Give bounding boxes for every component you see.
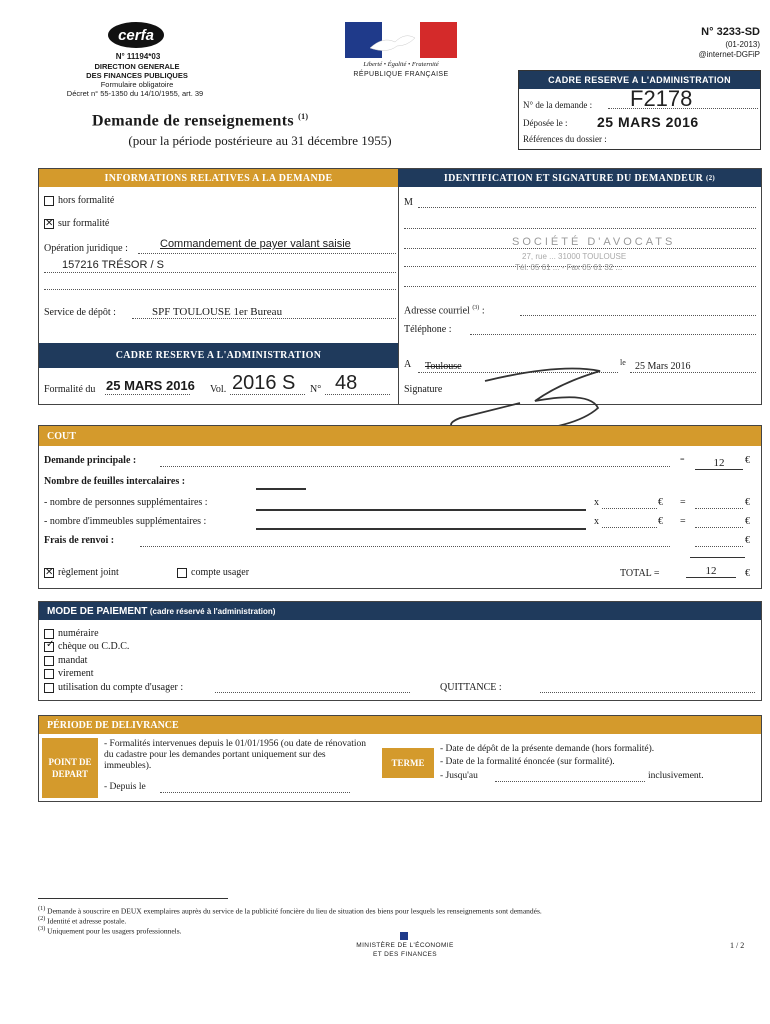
quittance-label: QUITTANCE : <box>440 682 502 693</box>
cerfa-number: N° 11194*03 <box>115 52 161 61</box>
paiement-option-cheque[interactable]: ✓chèque ou C.D.C. <box>44 641 129 652</box>
vol-label: Vol. <box>210 384 227 395</box>
virement-checkbox[interactable] <box>44 669 54 679</box>
n-value[interactable]: 48 <box>335 372 358 394</box>
total-value[interactable]: 12 <box>686 565 736 578</box>
footnote-3: $^{(3)}$ Uniquement pour les usagers professionnels. <box>38 925 182 936</box>
adresse-label: Adresse courriel $^{(3)}$ : <box>404 305 485 317</box>
ministry-line-2: ET DES FINANCES <box>372 951 438 958</box>
point-text-2: - Depuis le <box>104 782 146 792</box>
immeubles-total[interactable] <box>695 527 743 528</box>
telephone-field[interactable] <box>470 334 756 335</box>
a-label: A <box>404 359 412 370</box>
formalite-label: Formalité du <box>44 384 96 395</box>
demande-number-label: N° de la demande : <box>523 100 593 110</box>
numeraire-checkbox[interactable] <box>44 629 54 639</box>
references-label: Références du dossier : <box>523 134 607 144</box>
decret: Décret n° 55-1350 du 14/10/1955, art. 39 <box>66 89 204 98</box>
demande-number-value: F2178 <box>630 86 693 111</box>
reglement-joint-option[interactable]: ✕règlement joint <box>44 567 119 578</box>
terme-text-3b: inclusivement. <box>648 771 704 781</box>
a-value[interactable]: Toulouse <box>425 361 462 372</box>
formulaire-obligatoire: Formulaire obligatoire <box>100 80 174 89</box>
demande-principale-value[interactable]: 12 <box>695 457 743 470</box>
le-value[interactable]: 25 Mars 2016 <box>635 361 691 372</box>
stamp-line-3: Tél. 05 61 ... - Fax 05 61 32 ... <box>515 263 623 272</box>
terme-box: TERME <box>382 748 434 778</box>
sur-formalite-option[interactable]: ✕sur formalité <box>44 218 109 229</box>
cheque-checkbox[interactable] <box>44 642 54 652</box>
n-label: N° <box>310 384 322 395</box>
admin-box-header: CADRE RESERVE A L'ADMINISTRATION <box>519 71 760 89</box>
formalite-value[interactable]: 25 MARS 2016 <box>106 378 195 393</box>
info-demande-header: INFORMATIONS RELATIVES A LA DEMANDE <box>39 169 398 187</box>
page-number: 1 / 2 <box>730 941 745 950</box>
nombre-feuilles-label: Nombre de feuilles intercalaires : <box>44 476 186 487</box>
delivrance-header: PÉRIODE DE DELIVRANCE <box>39 716 761 734</box>
total-label: TOTAL = <box>620 568 660 579</box>
deposee-label: Déposée le : <box>523 118 568 128</box>
deposee-value[interactable]: 25 MARS 2016 <box>597 114 699 130</box>
compte-usager-option[interactable]: compte usager <box>177 567 249 578</box>
hors-formalite-checkbox[interactable] <box>44 196 54 206</box>
vol-value[interactable]: 2016 S <box>232 372 296 394</box>
le-label: le <box>620 358 626 367</box>
reglement-joint-checkbox[interactable] <box>44 568 54 578</box>
frais-renvoi-total[interactable] <box>695 546 743 547</box>
paiement-header: MODE DE PAIEMENT (cadre réservé à l'administration) <box>39 602 761 620</box>
form-number: N° 3233-SD <box>701 26 760 38</box>
page-title: Demande de renseignements $^{(1)}$ <box>92 112 309 130</box>
sur-formalite-checkbox[interactable] <box>44 219 54 229</box>
jusquau-field[interactable] <box>495 781 645 782</box>
stamp-line-1: SOCIÉTÉ D'AVOCATS <box>512 236 676 248</box>
hors-formalite-option[interactable]: hors formalité <box>44 195 114 206</box>
footnote-2: $^{(2)}$ Identité et adresse postale. <box>38 915 127 926</box>
marianne-logo <box>345 22 457 58</box>
service-label: Service de dépôt : <box>44 307 116 318</box>
admin-box-2-header: CADRE RESERVE A L'ADMINISTRATION <box>39 343 398 368</box>
footnote-1: $^{(1)}$ Demande à souscrire en DEUX exemplaires auprès du service de la publicité foncière du lieu de situation des biens pour lesquels les renseignements sont demandés. <box>38 905 542 916</box>
depuis-le-field[interactable] <box>160 792 350 793</box>
form-site: @internet-DGFiP <box>698 50 760 59</box>
personnes-label: - nombre de personnes supplémentaires : <box>44 497 208 508</box>
paiement-option-virement[interactable]: virement <box>44 668 94 679</box>
paiement-option-mandat[interactable]: mandat <box>44 655 87 666</box>
compte-usager-checkbox[interactable] <box>177 568 187 578</box>
personnes-total[interactable] <box>695 508 743 509</box>
motto: Liberté • Égalité • Fraternité <box>363 61 439 68</box>
identification-header: IDENTIFICATION ET SIGNATURE DU DEMANDEUR (2) <box>398 169 761 187</box>
signature-label: Signature <box>404 384 443 395</box>
direction-generale: DIRECTION GENERALE <box>94 62 180 71</box>
mandat-checkbox[interactable] <box>44 656 54 666</box>
ministry-emblem <box>400 932 408 940</box>
immeubles-label: - nombre d'immeubles supplémentaires : <box>44 516 207 527</box>
service-value[interactable]: SPF TOULOUSE 1er Bureau <box>152 306 283 318</box>
point-depart-box: POINT DE DEPART <box>42 738 98 798</box>
operation-value[interactable]: Commandement de payer valant saisie <box>160 238 351 250</box>
point-text-1: - Formalités intervenues depuis le 01/01/1956 (ou date de rénovation du cadastre pour les demandes portant uniquement sur des immeubles). <box>104 739 366 771</box>
reference-value[interactable]: 157216 TRÉSOR / S <box>62 259 164 271</box>
demande-principale-label: Demande principale : <box>44 455 137 466</box>
ministry-line-1: MINISTÈRE DE L'ÉCONOMIE <box>356 942 454 949</box>
cerfa-logo: cerfa <box>108 22 164 48</box>
quittance-field[interactable] <box>540 692 755 693</box>
stamp-line-2: 27, rue ... 31000 TOULOUSE <box>522 252 627 261</box>
m-label: M <box>404 197 413 208</box>
paiement-option-compte[interactable]: utilisation du compte d'usager : <box>44 682 183 693</box>
page-subtitle: (pour la période postérieure au 31 décembre 1955) <box>128 133 392 148</box>
terme-text-1: - Date de dépôt de la présente demande (hors formalité). <box>440 744 655 754</box>
terme-text-3: - Jusqu'au <box>440 771 478 781</box>
frais-renvoi-label: Frais de renvoi : <box>44 535 115 546</box>
direction-finances: DES FINANCES PUBLIQUES <box>86 71 188 80</box>
adresse-field[interactable] <box>520 315 756 316</box>
cout-header: COUT <box>39 426 761 446</box>
form-date: (01-2013) <box>725 40 760 49</box>
terme-text-2: - Date de la formalité énoncée (sur formalité). <box>440 757 615 767</box>
paiement-option-numeraire[interactable]: numéraire <box>44 628 99 639</box>
republique-francaise: RÉPUBLIQUE FRANÇAISE <box>353 71 449 78</box>
operation-label: Opération juridique : <box>44 243 128 254</box>
telephone-label: Téléphone : <box>404 324 452 335</box>
compte-usager-paiement-checkbox[interactable] <box>44 683 54 693</box>
